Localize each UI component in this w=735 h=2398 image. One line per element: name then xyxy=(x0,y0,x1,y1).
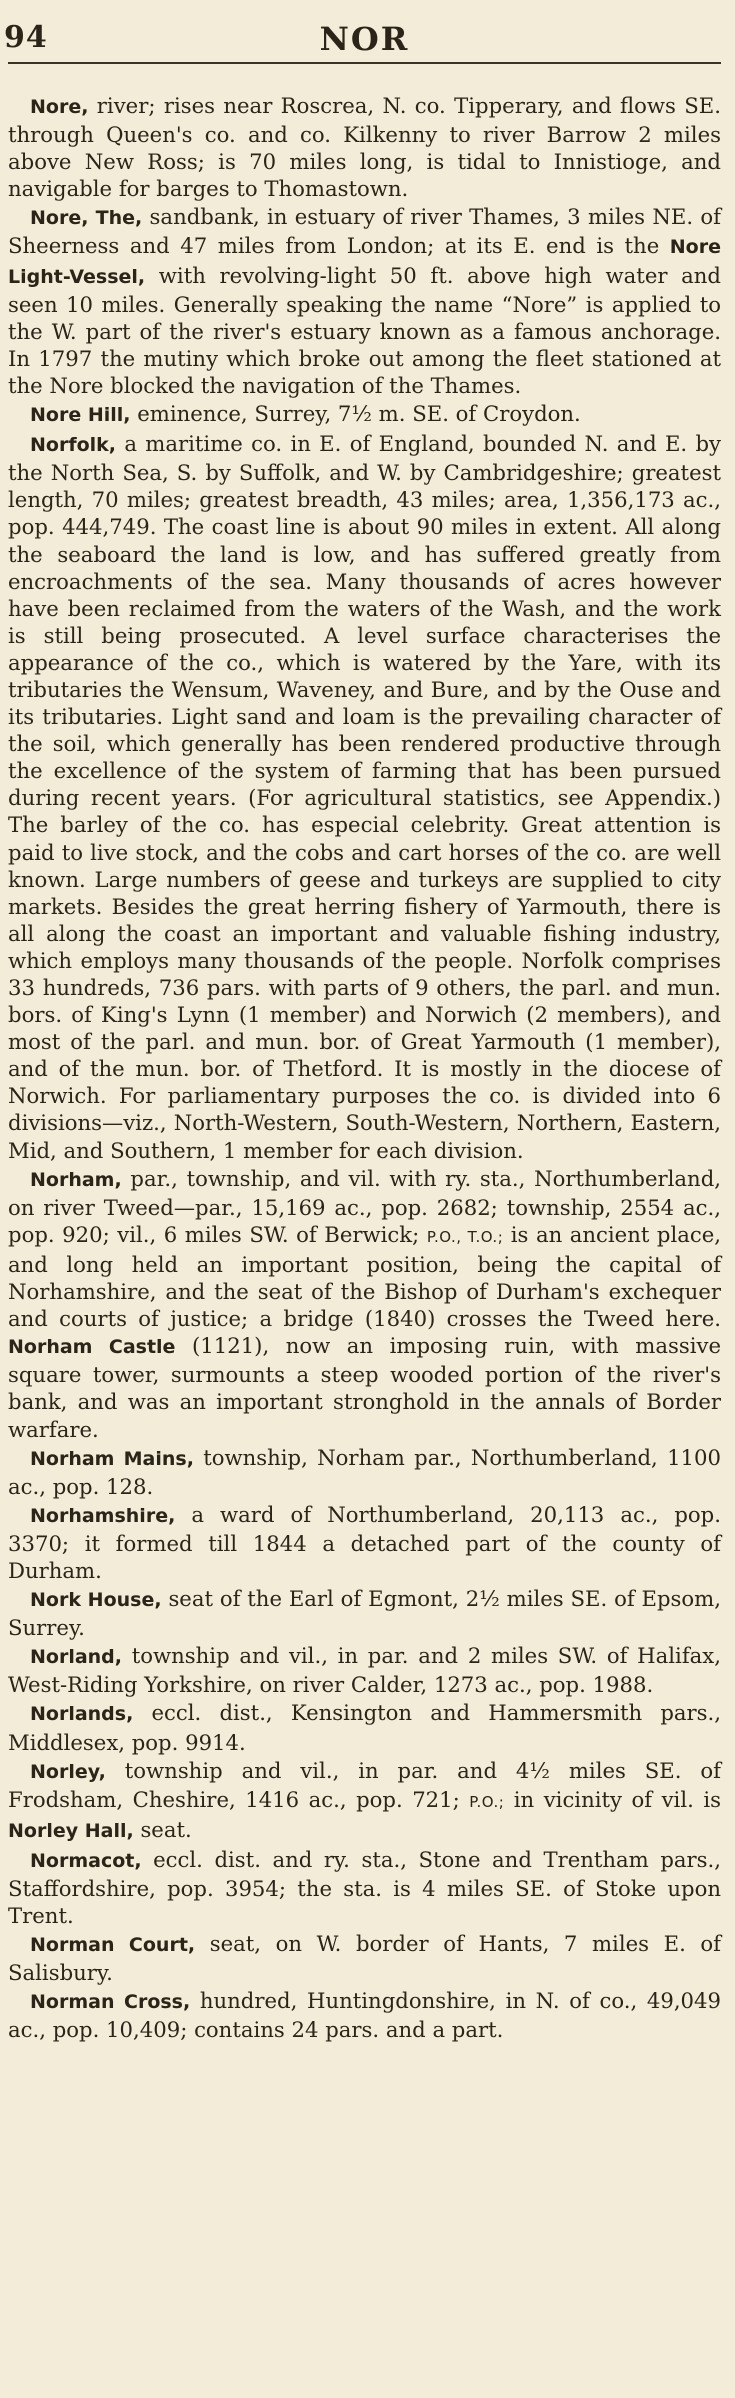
entry-postal-abbrev: P.O.; xyxy=(469,1792,505,1811)
entry-headword: Nore Hill, xyxy=(30,404,131,427)
entry-text: township and vil., in par. and 4½ miles SE. of Frodsham, Cheshire, 1416 ac., pop. 721; xyxy=(8,1757,721,1812)
entry-text: seat, on W. border of Hants, 7 miles E. of Salisbury. xyxy=(8,1931,721,1986)
entry-text: par., township, and vil. with ry. sta., Northumberland, on river Tweed—par., 15,169 ac., pop. 2682; township, 2554 ac., pop. 920; vil., 6 miles SW. of Berwick; xyxy=(8,1165,721,1247)
entry-text: in vicinity of vil. is xyxy=(504,1786,721,1812)
entry-headword: Normacot, xyxy=(30,1849,142,1872)
gazetteer-entry xyxy=(8,92,721,202)
entry-text: township and vil., in par. and 2 miles SW. of Halifax, West-Riding Yorkshire, on river Calder, 1273 ac., pop. 1988. xyxy=(8,1643,721,1698)
entry-headword: Nork House, xyxy=(30,1589,162,1612)
entry-text: river; rises near Roscrea, N. co. Tipperary, and flows SE. through Queen's co. and co. Kilkenny to river Barrow 2 miles above New Ross; is 70 miles long, is tidal to Innistioge, and navigable for barges to Thomastown. xyxy=(8,93,721,202)
entry-headword: Norlands, xyxy=(30,1703,134,1726)
page-number: 94 xyxy=(4,20,48,55)
entry-text: seat. xyxy=(133,1816,192,1842)
gazetteer-entry xyxy=(8,1846,721,1929)
entry-emphasis: Norley Hall, xyxy=(8,1819,134,1842)
gazetteer-entry xyxy=(8,203,721,399)
gazetteer-entry xyxy=(8,1165,721,1443)
entry-headword: Norland, xyxy=(30,1646,123,1669)
gazetteer-entry xyxy=(8,430,721,1164)
entry-text: (1121), now an imposing ruin, with massive square tower, surmounts a steep wooded portion of the river's bank, and was an important stronghold in the annals of Border warfare. xyxy=(8,1333,722,1442)
entry-headword: Norfolk, xyxy=(30,434,117,457)
entry-text: eminence, Surrey, 7½ m. SE. of Croydon. xyxy=(130,401,581,427)
entry-headword: Norham, xyxy=(30,1168,122,1191)
entry-headword: Nore, xyxy=(30,96,89,118)
entry-text: seat of the Earl of Egmont, 2½ miles SE. of Epsom, Surrey. xyxy=(8,1586,721,1641)
gazetteer-entry xyxy=(8,1642,721,1698)
entry-headword: Norman Court, xyxy=(30,1934,196,1957)
gazetteer-entry xyxy=(8,1699,721,1755)
page-header xyxy=(4,0,721,64)
entry-text: a ward of Northumberland, 20,113 ac., pop. 3370; it formed till 1844 a detached part of the county of Durham. xyxy=(8,1501,721,1583)
entry-text: a maritime co. in E. of England, bounded N. and E. by the North Sea, S. by Suffolk, and W. by Cambridgeshire; greatest length, 70 miles; greatest breadth, 43 miles; area, 1,356,173 ac., pop. 444,749. The coast line is about 90 miles in extent. All along the seaboard the land is low, and has suffered greatly from encroachments of the sea. Many thousands of acres however have been reclaimed from the waters of the Wash, and the work is still being prosecuted. A level surface characterises the appearance of the co., which is watered by the Yare, with its tributaries the Wensum, Waveney, and Bure, and by the Ouse and its tributaries. Light sand and loam is the prevailing character of the soil, which generally has been rendered productive through the excellence of the system of farming that has been pursued during recent years. (For agricultural statistics, see Appendix.) The barley of the co. has especial celebrity. Great attention is paid to live stock, and the cobs and cart horses of the co. are well known. Large numbers of geese and turkeys are supplied to city markets. Besides the great herring fishery of Yarmouth, there is all along the coast an important and valuable fishing industry, which employs many thousands of the people. Norfolk comprises 33 hundreds, 736 pars. with parts of 9 others, the parl. and mun. bors. of King's Lynn (1 member) and Norwich (2 members), and most of the parl. and mun. bor. of Great Yarmouth (1 member), and of the mun. bor. of Thetford. It is mostly in the diocese of Norwich. For parliamentary purposes the co. is divided into 6 divisions—viz., North-Western, South-Western, Northern, Eastern, Mid, and Southern, 1 member for each division. xyxy=(8,431,721,1163)
entry-text: hundred, Huntingdonshire, in N. of co., 49,049 ac., pop. 10,409; contains 24 pars. and a part. xyxy=(8,1988,721,2043)
gazetteer-entry xyxy=(8,1444,721,1500)
entry-emphasis: Nore Light-Vessel, xyxy=(8,236,721,288)
entry-emphasis: Norham Castle xyxy=(8,1336,176,1359)
entry-headword: Norhamshire, xyxy=(30,1504,176,1527)
gazetteer-entry xyxy=(8,1501,721,1584)
running-head: NOR xyxy=(319,20,410,58)
entry-text: eccl. dist., Kensington and Hammersmith pars., Middlesex, pop. 9914. xyxy=(8,1700,721,1755)
entry-text: with revolving-light 50 ft. above high water and seen 10 miles. Generally speaking the name “Nore” is applied to the W. part of the river's estuary known as a famous anchorage. In 1797 the mutiny which broke out among the fleet stationed at the Nore blocked the navigation of the Thames. xyxy=(8,262,721,398)
entry-postal-abbrev: P.O., T.O.; xyxy=(426,1227,504,1246)
gazetteer-entry xyxy=(8,1930,721,1986)
entry-list xyxy=(8,92,721,2044)
gazetteer-entry xyxy=(8,1585,721,1641)
gazetteer-entry xyxy=(8,1757,721,1845)
gazetteer-entry xyxy=(8,400,721,429)
entry-text: eccl. dist. and ry. sta., Stone and Trentham pars., Staffordshire, pop. 3954; the sta. is 4 miles SE. of Stoke upon Trent. xyxy=(8,1846,721,1929)
entry-headword: Norman Cross, xyxy=(30,1991,191,2014)
entry-headword: Norley, xyxy=(30,1760,106,1783)
entry-text: is an ancient place, and long held an important position, being the capital of Norhamshire, and the seat of the Bishop of Durham's exchequer and courts of justice; a bridge (1840) crosses the Tweed here. xyxy=(8,1221,721,1332)
entry-text: sandbank, in estuary of river Thames, 3 miles NE. of Sheerness and 47 miles from London; at its E. end is the xyxy=(8,204,722,259)
entry-headword: Nore, The, xyxy=(30,207,143,230)
gazetteer-entry xyxy=(8,1987,721,2043)
entry-text: township, Norham par., Northumberland, 1100 ac., pop. 128. xyxy=(8,1444,721,1499)
entry-headword: Norham Mains, xyxy=(30,1447,194,1470)
